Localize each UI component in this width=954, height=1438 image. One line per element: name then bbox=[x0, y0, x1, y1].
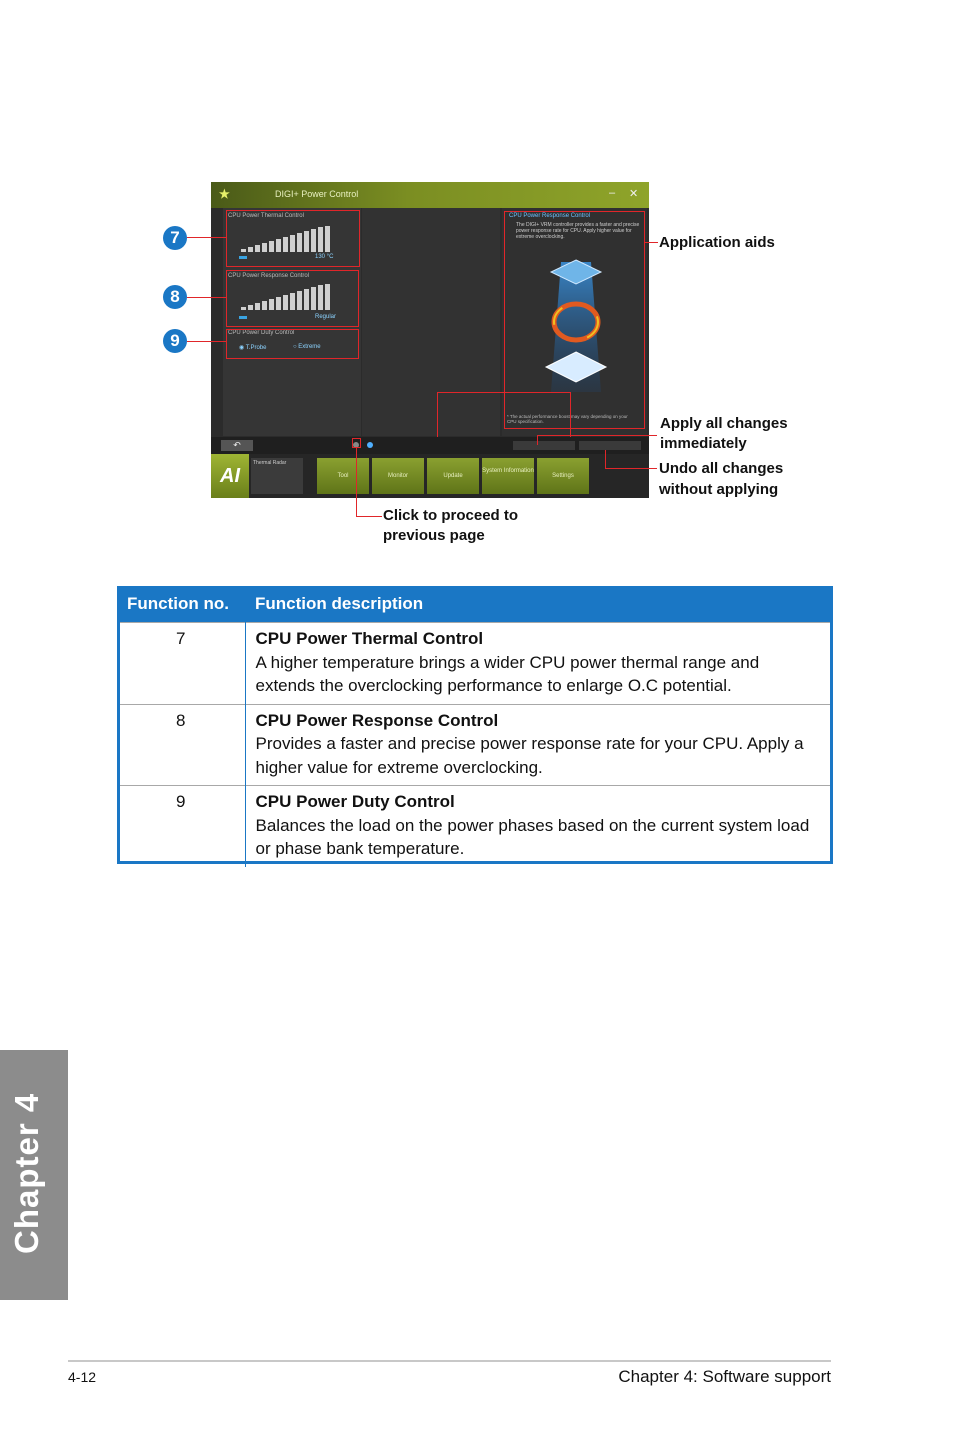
callout-line-7 bbox=[187, 237, 226, 238]
thermal-value: 130 °C bbox=[315, 254, 334, 260]
footer-rule bbox=[68, 1360, 831, 1362]
function-desc-text: Balances the load on the power phases based on the current system load or phase bank temperature. bbox=[255, 815, 810, 858]
duty-option-extreme-label: Extreme bbox=[298, 344, 321, 350]
callout-line-undo-h bbox=[605, 468, 657, 469]
response-control-label: CPU Power Response Control bbox=[228, 273, 310, 279]
callout-apply-line2: immediately bbox=[660, 435, 747, 452]
function-title: CPU Power Thermal Control bbox=[255, 629, 484, 648]
function-description bbox=[245, 786, 833, 867]
chapter-tab bbox=[0, 1050, 68, 1300]
table-row bbox=[117, 786, 833, 867]
minimize-icon[interactable]: – bbox=[609, 187, 616, 199]
function-desc-text: A higher temperature brings a wider CPU power thermal range and extends the overclocking performance to enlarge O.C potential. bbox=[255, 652, 760, 695]
duty-control-label: CPU Power Duty Control bbox=[228, 330, 295, 336]
highlight-box-7 bbox=[226, 210, 360, 267]
aid-text: The DIGI+ VRM controller provides a faster and precise power response rate for CPU. Apply higher value for extreme overclocking. bbox=[516, 222, 640, 240]
duty-option-tprobe[interactable]: ◉ T.Probe bbox=[239, 345, 267, 351]
callout-application-aids: Application aids bbox=[659, 234, 775, 251]
thermal-radar-label: Thermal Radar bbox=[253, 460, 287, 466]
duty-option-tprobe-label: T.Probe bbox=[245, 345, 267, 351]
function-number: 9 bbox=[117, 786, 245, 867]
tool-button[interactable]: Tool bbox=[317, 458, 369, 494]
window-title: DIGI+ Power Control bbox=[275, 189, 359, 199]
callout-line-prev-v bbox=[356, 448, 357, 516]
function-number: 7 bbox=[117, 623, 245, 705]
back-arrow-icon[interactable]: ↶ bbox=[221, 440, 253, 451]
footer-chapter-title: Chapter 4: Software support bbox=[618, 1367, 831, 1386]
callout-line-undo-v bbox=[605, 450, 606, 468]
navigation-bar bbox=[211, 437, 649, 454]
callout-line-8 bbox=[187, 297, 226, 298]
function-description bbox=[245, 704, 833, 786]
thermal-control-label: CPU Power Thermal Control bbox=[228, 213, 304, 219]
highlight-box-8 bbox=[226, 270, 359, 327]
callout-line-prev-h bbox=[356, 516, 382, 517]
callout-undo-line2: without applying bbox=[659, 481, 779, 498]
chapter-tab-label: Chapter 4 bbox=[8, 1092, 45, 1254]
callout-apply-line1: Apply all changes bbox=[660, 415, 788, 432]
window-titlebar bbox=[211, 182, 649, 208]
callout-line-apply-v bbox=[537, 435, 538, 445]
callout-undo-line1: Undo all changes bbox=[659, 460, 784, 477]
asus-logo-icon: ★ bbox=[219, 187, 230, 201]
duty-option-extreme[interactable]: ○ Extreme bbox=[293, 344, 321, 350]
callout-prev-line2: previous page bbox=[383, 527, 485, 544]
callout-line-aids bbox=[645, 242, 658, 243]
system-information-button[interactable]: System Information bbox=[482, 458, 534, 494]
callout-prev-line1: Click to proceed to bbox=[383, 507, 519, 524]
callout-line-apply-h bbox=[537, 435, 657, 436]
function-description bbox=[245, 623, 833, 705]
aid-note: * The actual performance boost may vary depending on your CPU specification. bbox=[507, 414, 628, 424]
table-row bbox=[117, 704, 833, 786]
highlight-box-9 bbox=[226, 329, 359, 359]
header-function-description: Function description bbox=[245, 586, 833, 623]
callout-line-9 bbox=[187, 341, 226, 342]
table-row bbox=[117, 623, 833, 705]
update-button[interactable]: Update bbox=[427, 458, 479, 494]
settings-button[interactable]: Settings bbox=[537, 458, 589, 494]
header-function-no: Function no. bbox=[117, 586, 245, 623]
function-table bbox=[117, 586, 833, 867]
callout-badge-9: 9 bbox=[163, 329, 187, 353]
table-header-row bbox=[117, 586, 833, 623]
function-desc-text: Provides a faster and precise power response rate for your CPU. Apply a higher value for extreme overclocking. bbox=[255, 734, 804, 777]
apply-button[interactable] bbox=[513, 441, 575, 450]
ai-suite-logo: AI bbox=[211, 454, 249, 498]
function-title: CPU Power Response Control bbox=[255, 710, 499, 730]
callout-badge-7: 7 bbox=[163, 226, 187, 250]
response-value: Regular bbox=[315, 314, 337, 320]
bottom-toolbar bbox=[211, 454, 649, 498]
function-number: 8 bbox=[117, 704, 245, 786]
highlight-box-prev-dot bbox=[352, 438, 361, 448]
monitor-button[interactable]: Monitor bbox=[372, 458, 424, 494]
thermal-radar-button[interactable] bbox=[251, 458, 303, 494]
undo-button[interactable] bbox=[579, 441, 641, 450]
function-title: CPU Power Duty Control bbox=[255, 792, 455, 811]
callout-badge-8: 8 bbox=[163, 285, 187, 309]
page-dot-current[interactable] bbox=[367, 442, 373, 448]
highlight-box-aids bbox=[504, 211, 645, 429]
close-icon[interactable]: ✕ bbox=[629, 188, 639, 200]
page-number: 4-12 bbox=[68, 1369, 97, 1385]
aid-title: CPU Power Response Control bbox=[509, 213, 591, 219]
